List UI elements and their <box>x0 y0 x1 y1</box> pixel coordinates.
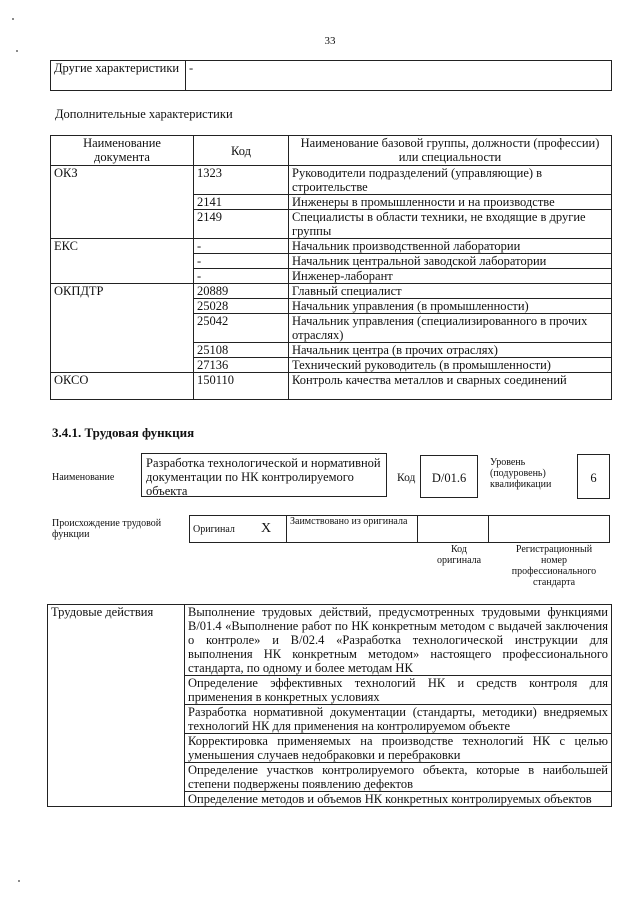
name-label: Наименование <box>52 472 115 483</box>
code-cell: 1323 <box>194 166 289 195</box>
name-cell: Специалисты в области техники, не входящие в другие группы <box>289 210 612 239</box>
name-cell: Начальник центра (в прочих отраслях) <box>289 343 612 358</box>
reg-number-cell <box>489 516 610 543</box>
action-item: Выполнение трудовых действий, предусмотренных трудовыми функциями В/01.4 «Выполнение работ по НК конкретным методом с выдачей заключения о контроле» и В/02.4 «Разработка технологической инструкции для выполнения НК конкретным методом» настоящего профессионального стандарта, по одному и более методам НК <box>185 605 612 676</box>
code-cell: 25028 <box>194 299 289 314</box>
additional-title: Дополнительные характеристики <box>55 107 233 121</box>
action-item: Определение эффективных технологий НК и средств контроля для применения в конкретных условиях <box>185 676 612 705</box>
borrowed-label: Заимствовано из оригинала <box>287 516 418 543</box>
function-name-value: Разработка технологической и нормативной документации по НК контролируемого объекта <box>146 456 381 498</box>
code-cell: - <box>194 269 289 284</box>
name-cell: Инженеры в промышленности и на производстве <box>289 195 612 210</box>
page-number: 33 <box>324 35 336 47</box>
col-name-header: Наименование базовой группы, должности (профессии) или специальности <box>289 136 612 166</box>
code-original-caption: Код оригинала <box>436 544 482 566</box>
code-label: Код <box>397 472 416 484</box>
code-cell: - <box>194 254 289 269</box>
col-code-header: Код <box>194 136 289 166</box>
doc-cell: ЕКС <box>51 239 194 284</box>
additional-table <box>50 135 612 400</box>
action-item: Разработка нормативной документации (стандарты, методики) внедряемых технологий НК для применения на контролируемом объекте <box>185 705 612 734</box>
code-original-cell <box>418 516 489 543</box>
doc-cell: ОКПДТР <box>51 284 194 373</box>
code-cell: 20889 <box>194 284 289 299</box>
name-cell: Начальник центральной заводской лаборатории <box>289 254 612 269</box>
name-cell: Технический руководитель (в промышленности) <box>289 358 612 373</box>
name-cell: Инженер-лаборант <box>289 269 612 284</box>
code-cell: 27136 <box>194 358 289 373</box>
function-code-box <box>420 455 478 498</box>
name-cell: Руководители подразделений (управляющие) в строительстве <box>289 166 612 195</box>
scan-dot <box>12 18 14 20</box>
name-cell: Главный специалист <box>289 284 612 299</box>
original-label: Оригинал <box>190 516 247 543</box>
function-code-value: D/01.6 <box>431 471 467 485</box>
scan-dot <box>16 50 18 52</box>
section-title: 3.4.1. Трудовая функция <box>52 425 195 440</box>
code-cell: 25042 <box>194 314 289 343</box>
original-mark: X <box>246 516 287 543</box>
action-item: Определение методов и объемов НК конкретных контролируемых объектов <box>185 792 612 807</box>
other-label: Другие характеристики <box>51 61 186 91</box>
code-cell: 2149 <box>194 210 289 239</box>
scan-dot <box>18 880 20 882</box>
action-item: Корректировка применяемых на производстве технологий НК с целью уменьшения случаев недобраковки и перебраковки <box>185 734 612 763</box>
function-name-box <box>141 453 387 497</box>
actions-label: Трудовые действия <box>48 605 185 807</box>
other-value: - <box>186 61 612 91</box>
origin-label: Происхождение трудовой функции <box>52 518 162 540</box>
code-cell: 25108 <box>194 343 289 358</box>
name-cell: Начальник управления (в промышленности) <box>289 299 612 314</box>
doc-cell: ОКЗ <box>51 166 194 239</box>
reg-number-caption: Регистрационный номер профессионального стандарта <box>511 544 597 588</box>
actions-table <box>47 604 612 807</box>
level-value: 6 <box>590 471 597 485</box>
other-characteristics-table <box>50 60 612 91</box>
level-label: Уровень (подуровень) квалификации <box>490 457 552 490</box>
origin-table <box>189 515 610 543</box>
level-box <box>577 454 610 499</box>
code-cell: 150110 <box>194 373 289 400</box>
name-cell: Начальник производственной лаборатории <box>289 239 612 254</box>
action-item: Определение участков контролируемого объекта, которые в наибольшей степени подвержены появлению дефектов <box>185 763 612 792</box>
doc-cell: ОКСО <box>51 373 194 400</box>
name-cell: Контроль качества металлов и сварных соединений <box>289 373 612 400</box>
col-doc-header: Наименование документа <box>51 136 194 166</box>
code-cell: 2141 <box>194 195 289 210</box>
code-cell: - <box>194 239 289 254</box>
name-cell: Начальник управления (специализированного в прочих отраслях) <box>289 314 612 343</box>
